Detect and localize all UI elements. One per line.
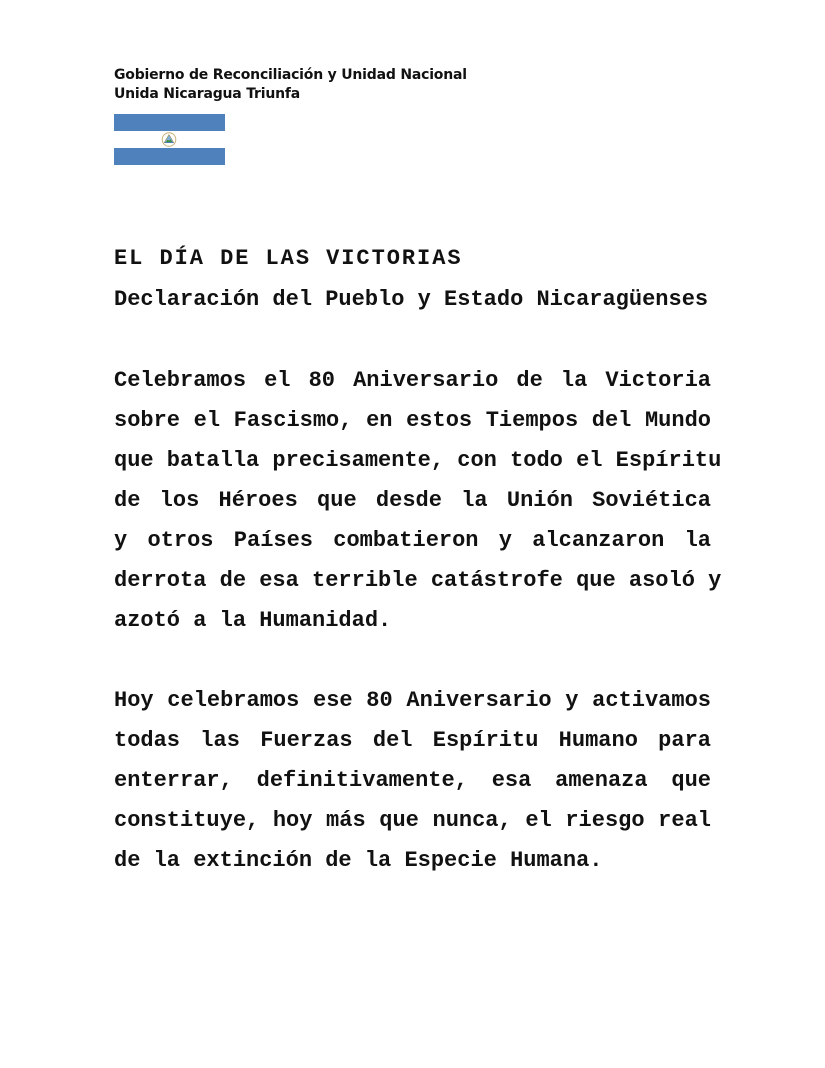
nicaragua-flag-icon	[114, 114, 225, 165]
paragraph-line: constituye, hoy más que nunca, el riesgo real	[114, 808, 711, 833]
paragraph-line: derrota de esa terrible catástrofe que asoló y	[114, 568, 722, 593]
paragraph-line: y otros Países combatieron y alcanzaron la	[114, 528, 711, 553]
paragraph-line: que batalla precisamente, con todo el Espíritu	[114, 448, 722, 473]
document-title: EL DÍA DE LAS VICTORIAS	[114, 246, 463, 271]
paragraph-line: sobre el Fascismo, en estos Tiempos del Mundo	[114, 408, 711, 433]
paragraph-line: azotó a la Humanidad.	[114, 608, 392, 633]
paragraph-2	[114, 681, 711, 881]
document-subtitle: Declaración del Pueblo y Estado Nicaragüenses	[114, 287, 709, 312]
paragraph-line: Hoy celebramos ese 80 Aniversario y activamos	[114, 688, 711, 713]
paragraph-line: de la extinción de la Especie Humana.	[114, 848, 603, 873]
coat-of-arms-icon	[160, 131, 178, 148]
paragraph-line: todas las Fuerzas del Espíritu Humano para	[114, 728, 711, 753]
letterhead-government-name: Gobierno de Reconciliación y Unidad Nacional	[114, 67, 467, 83]
letterhead	[114, 66, 467, 104]
paragraph-line: de los Héroes que desde la Unión Soviética	[114, 488, 711, 513]
letterhead-slogan: Unida Nicaragua Triunfa	[114, 86, 300, 102]
paragraph-1	[114, 361, 722, 641]
flag-band-top	[114, 114, 225, 131]
flag-band-bottom	[114, 148, 225, 165]
paragraph-line: enterrar, definitivamente, esa amenaza que	[114, 768, 711, 793]
paragraph-line: Celebramos el 80 Aniversario de la Victoria	[114, 368, 711, 393]
